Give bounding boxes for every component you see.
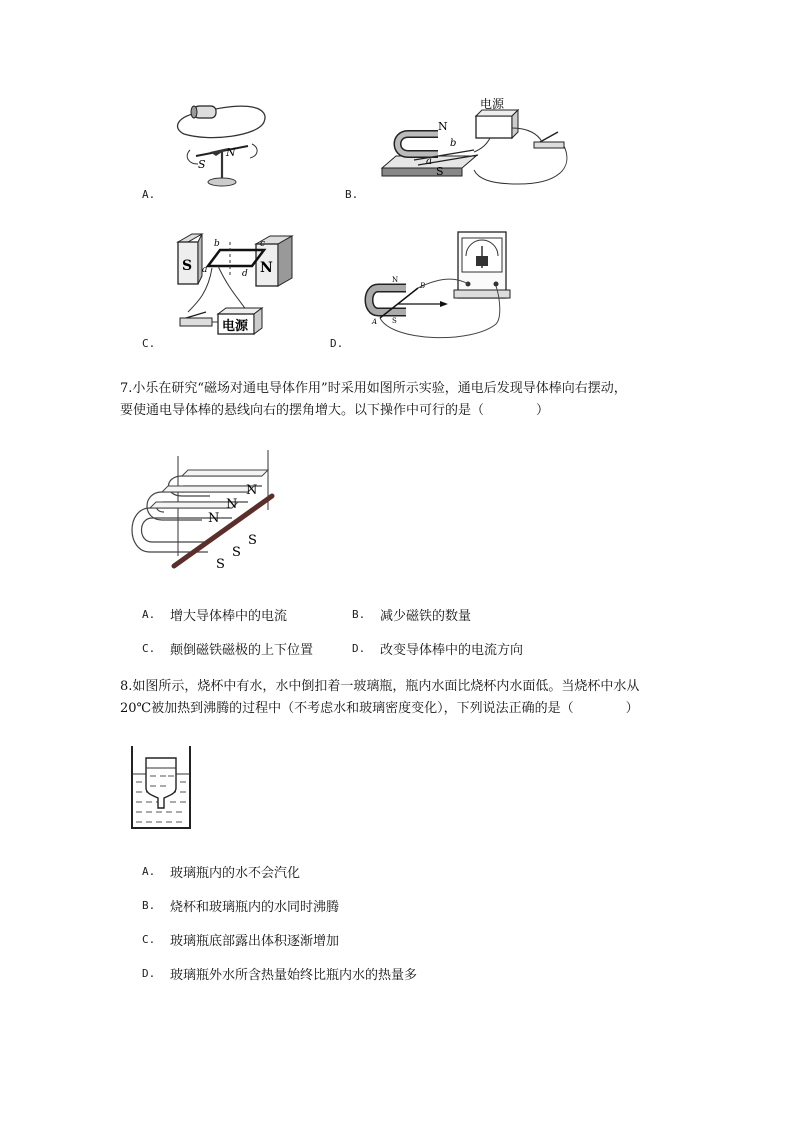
q7-s-label-3: S [216, 557, 225, 572]
figB-b-label: b [450, 138, 457, 149]
q8-option-a-label[interactable]: A. [142, 865, 156, 878]
q7-option-d-text[interactable]: 改变导体棒中的电流方向 [380, 643, 524, 658]
figD-b-label: B [420, 282, 426, 290]
q8-option-b-text[interactable]: 烧杯和玻璃瓶内的水同时沸腾 [170, 900, 340, 915]
q8-beaker-figure [128, 744, 194, 832]
q8-option-c-label[interactable]: C. [142, 933, 156, 946]
figC-s-label: S [182, 258, 193, 274]
figD-n-label: N [392, 276, 399, 284]
q7-n-label-3: N [208, 511, 220, 526]
q8-stem-line2: 20℃被加热到沸腾的过程中（不考虑水和玻璃密度变化），下列说法正确的是（ ） [120, 701, 639, 716]
q7-stem-line1: 7.小乐在研究“磁场对通电导体作用”时采用如图所示实验，通电后发现导体棒向右摆动， [120, 381, 627, 396]
figC-b-label: b [214, 239, 220, 249]
q6-figure-a [170, 98, 280, 190]
figB-a-label: a [426, 156, 432, 167]
q7-option-b-text[interactable]: 减少磁铁的数量 [380, 609, 472, 624]
figA-n-label: N [226, 146, 236, 159]
q7-option-c-label[interactable]: C. [142, 642, 156, 655]
figC-n-label: N [260, 260, 273, 276]
figA-s-label: S [198, 158, 206, 171]
q8-option-d-text[interactable]: 玻璃瓶外水所含热量始终比瓶内水的热量多 [170, 968, 418, 983]
q6-figure-c [168, 232, 298, 340]
figD-a-label: A [372, 318, 378, 326]
q7-option-a-label[interactable]: A. [142, 608, 156, 621]
q7-s-label-2: S [232, 545, 241, 560]
q6-figure-d [362, 228, 524, 346]
q7-option-b-label[interactable]: B. [352, 608, 366, 621]
figC-c-label: c [260, 239, 266, 249]
q7-option-c-text[interactable]: 颠倒磁铁磁极的上下位置 [170, 643, 314, 658]
figB-s-label: S [436, 165, 444, 178]
q8-option-a-text[interactable]: 玻璃瓶内的水不会汽化 [170, 866, 301, 881]
figC-power-label: 电源 [222, 319, 249, 334]
q7-n-label-2: N [226, 497, 238, 512]
figD-s-label: S [392, 317, 397, 325]
q7-stem-line2: 要使通电导体棒的悬线向右的摆角增大。以下操作中可行的是（ ） [120, 403, 550, 418]
q7-option-a-text[interactable]: 增大导体棒中的电流 [170, 609, 288, 624]
figC-a-label: a [202, 265, 208, 275]
q7-figure [122, 446, 292, 572]
figB-power-label: 电源 [480, 98, 505, 111]
q6-figure-b [378, 98, 578, 190]
figB-n-label: N [438, 120, 448, 133]
q8-option-b-label[interactable]: B. [142, 899, 156, 912]
q7-option-d-label[interactable]: D. [352, 642, 366, 655]
q7-s-label-1: S [248, 533, 257, 548]
q8-option-c-text[interactable]: 玻璃瓶底部露出体积逐渐增加 [170, 934, 340, 949]
q6-option-d-label[interactable]: D. [330, 337, 344, 350]
q6-option-b-label[interactable]: B. [345, 188, 359, 201]
q8-option-d-label[interactable]: D. [142, 967, 156, 980]
q7-n-label-1: N [246, 483, 258, 498]
figC-d-label: d [242, 269, 248, 279]
q8-stem-line1: 8.如图所示，烧杯中有水，水中倒扣着一玻璃瓶，瓶内水面比烧杯内水面低。当烧杯中水从 [120, 679, 640, 694]
q6-option-c-label[interactable]: C. [142, 337, 156, 350]
q6-option-a-label[interactable]: A. [142, 188, 156, 201]
